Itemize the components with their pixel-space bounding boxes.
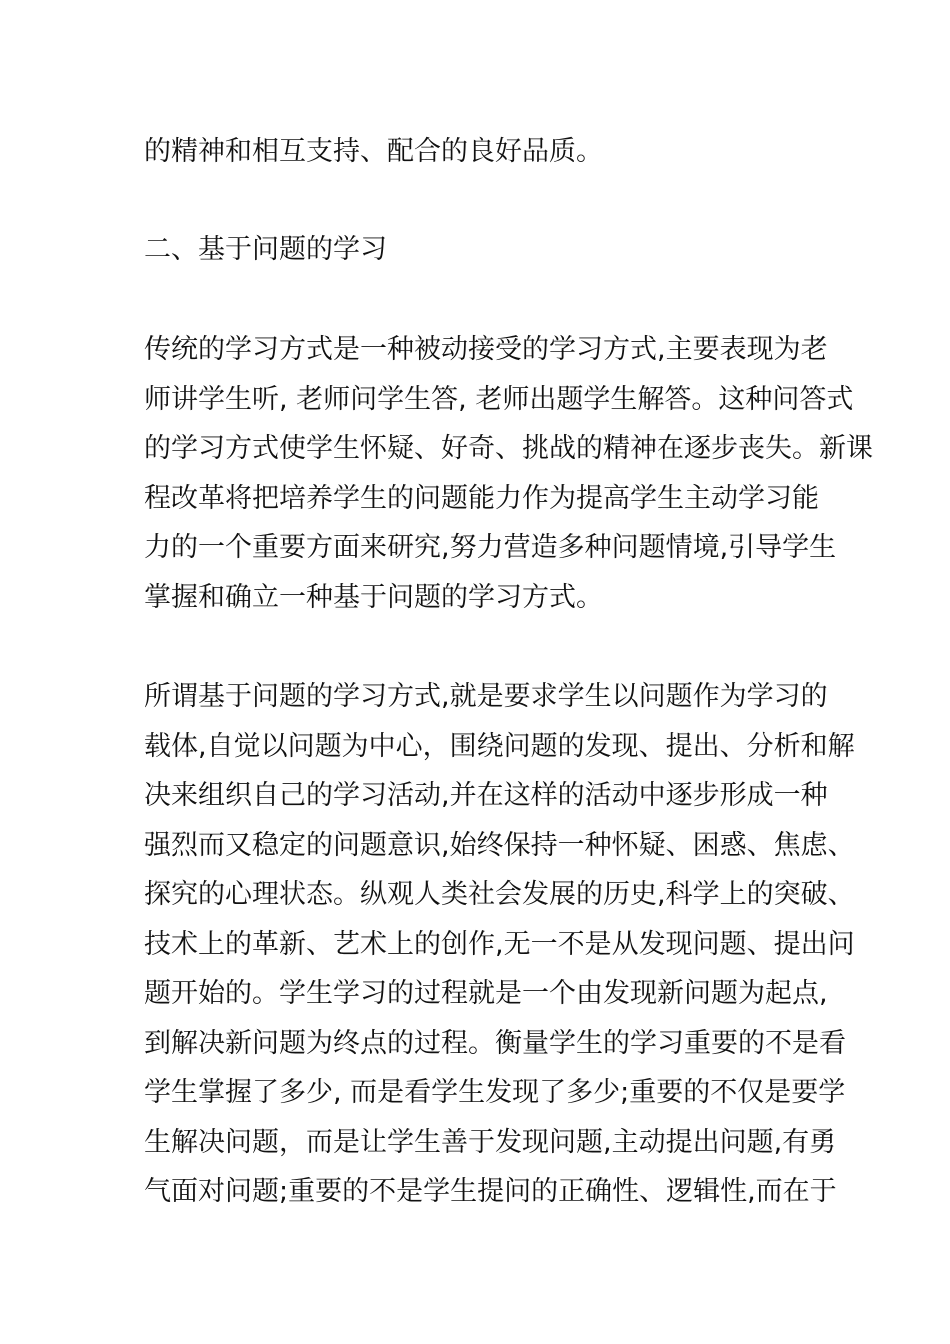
paragraph-2-line-5: 力的一个重要方面来研究,努力营造多种问题情境,引导学生: [144, 532, 837, 563]
paragraph-2-line-4: 程改革将把培养学生的问题能力作为提高学生主动学习能: [144, 483, 819, 514]
paragraph-2-line-6: 掌握和确立一种基于问题的学习方式。: [144, 582, 603, 613]
paragraph-3-line-7: 题开始的。学生学习的过程就是一个由发现新问题为起点,: [144, 978, 828, 1009]
paragraph-3-line-1: 所谓基于问题的学习方式,就是要求学生以问题作为学习的: [144, 681, 828, 712]
paragraph-3-line-8: 到解决新问题为终点的过程。衡量学生的学习重要的不是看: [144, 1028, 846, 1059]
paragraph-3-line-3: 决来组织自己的学习活动,并在这样的活动中逐步形成一种: [144, 780, 828, 811]
paragraph-3-line-9: 学生掌握了多少, 而是看学生发现了多少;重要的不仅是要学: [144, 1077, 846, 1108]
paragraph-2-line-1: 传统的学习方式是一种被动接受的学习方式,主要表现为老: [144, 334, 828, 365]
paragraph-1-line-1: 的精神和相互支持、配合的良好品质。: [144, 136, 603, 167]
paragraph-3-line-11: 气面对问题;重要的不是学生提问的正确性、逻辑性,而在于: [144, 1176, 837, 1207]
paragraph-3-line-10: 生解决问题，而是让学生善于发现问题,主动提出问题,有勇: [144, 1127, 837, 1158]
paragraph-3-line-5: 探究的心理状态。纵观人类社会发展的历史,科学上的突破、: [144, 879, 855, 910]
paragraph-3-line-4: 强烈而又稳定的问题意识,始终保持一种怀疑、困惑、焦虑、: [144, 830, 855, 861]
section-heading: 二、基于问题的学习: [144, 234, 387, 265]
paragraph-2-line-3: 的学习方式使学生怀疑、好奇、挑战的精神在逐步丧失。新课: [144, 433, 873, 464]
paragraph-3-line-6: 技术上的革新、艺术上的创作,无一不是从发现问题、提出问: [144, 929, 855, 960]
paragraph-2-line-2: 师讲学生听, 老师问学生答, 老师出题学生解答。这种问答式: [144, 384, 854, 415]
paragraph-3-line-2: 载体,自觉以问题为中心，围绕问题的发现、提出、分析和解: [144, 731, 855, 762]
